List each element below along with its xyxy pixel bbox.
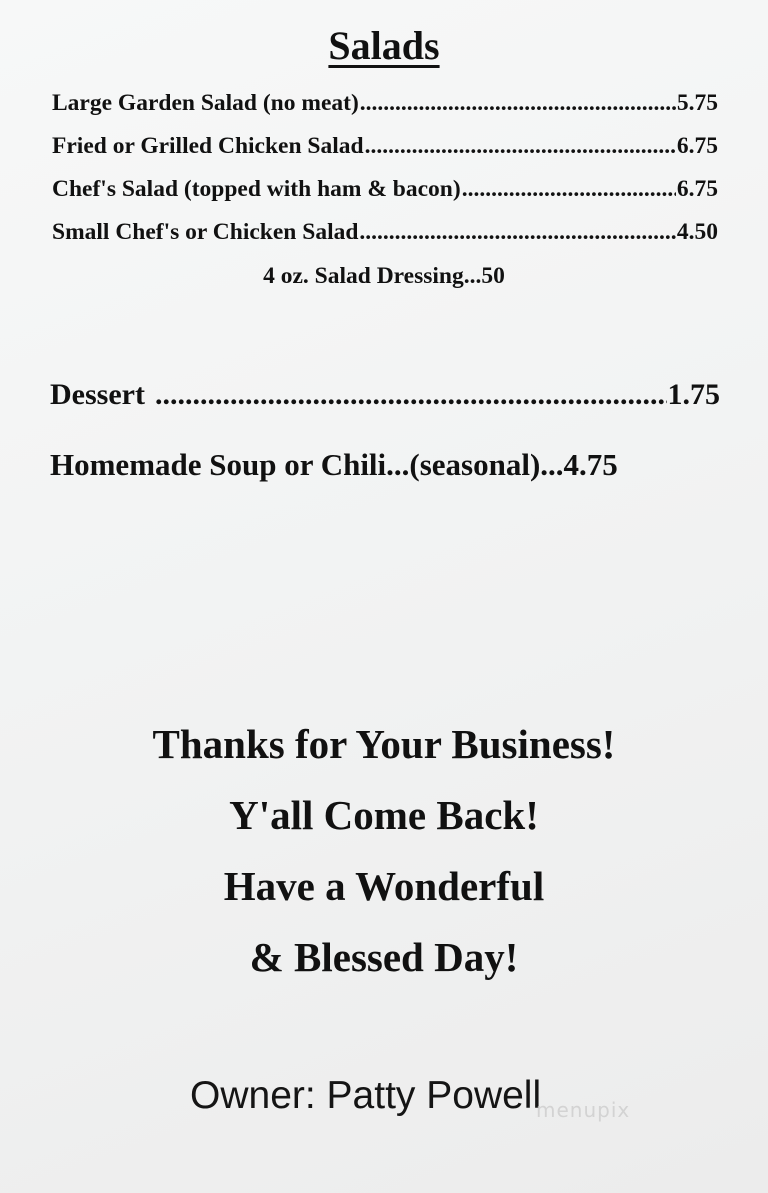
menu-item-dessert: [50, 377, 720, 413]
menu-item-chicken-salad: [52, 131, 718, 161]
dot-leader: [365, 131, 676, 161]
menu-item-price: 6.75: [676, 176, 718, 202]
menu-item-name: Chef's Salad (topped with ham & bacon): [52, 176, 461, 202]
closing-line-blessed-day: & Blessed Day!: [249, 934, 519, 980]
closing-line-come-back: Y'all Come Back!: [229, 792, 539, 838]
menu-item-name: Fried or Grilled Chicken Salad: [52, 133, 364, 159]
menu-item-name: Dessert: [50, 378, 145, 411]
dot-leader: [359, 217, 675, 247]
menu-item-price: 4.50: [676, 219, 718, 245]
menu-item-price: 6.75: [676, 133, 718, 159]
menu-item-price: 1.75: [667, 378, 720, 411]
menu-item-price: 5.75: [676, 90, 718, 116]
dot-leader: [462, 174, 676, 204]
closing-line-thanks: Thanks for Your Business!: [152, 721, 616, 767]
menu-item-chefs-salad: [52, 174, 718, 204]
watermark: menupix: [536, 1098, 631, 1122]
closing-line-wonderful: Have a Wonderful: [223, 863, 545, 909]
menu-item-soup-or-chili: Homemade Soup or Chili...(seasonal)...4.75: [50, 447, 618, 482]
dot-leader: [155, 377, 667, 413]
menu-item-small-salad: [52, 217, 718, 247]
menu-item-large-garden-salad: [52, 88, 718, 118]
salad-dressing-note: 4 oz. Salad Dressing...50: [263, 263, 505, 289]
salads-heading: Salads: [328, 23, 440, 68]
dot-leader: [360, 88, 676, 118]
menu-item-name: Large Garden Salad (no meat): [52, 90, 359, 116]
menu-item-name: Small Chef's or Chicken Salad: [52, 219, 359, 245]
owner-signature: Owner: Patty Powell: [190, 1074, 542, 1117]
